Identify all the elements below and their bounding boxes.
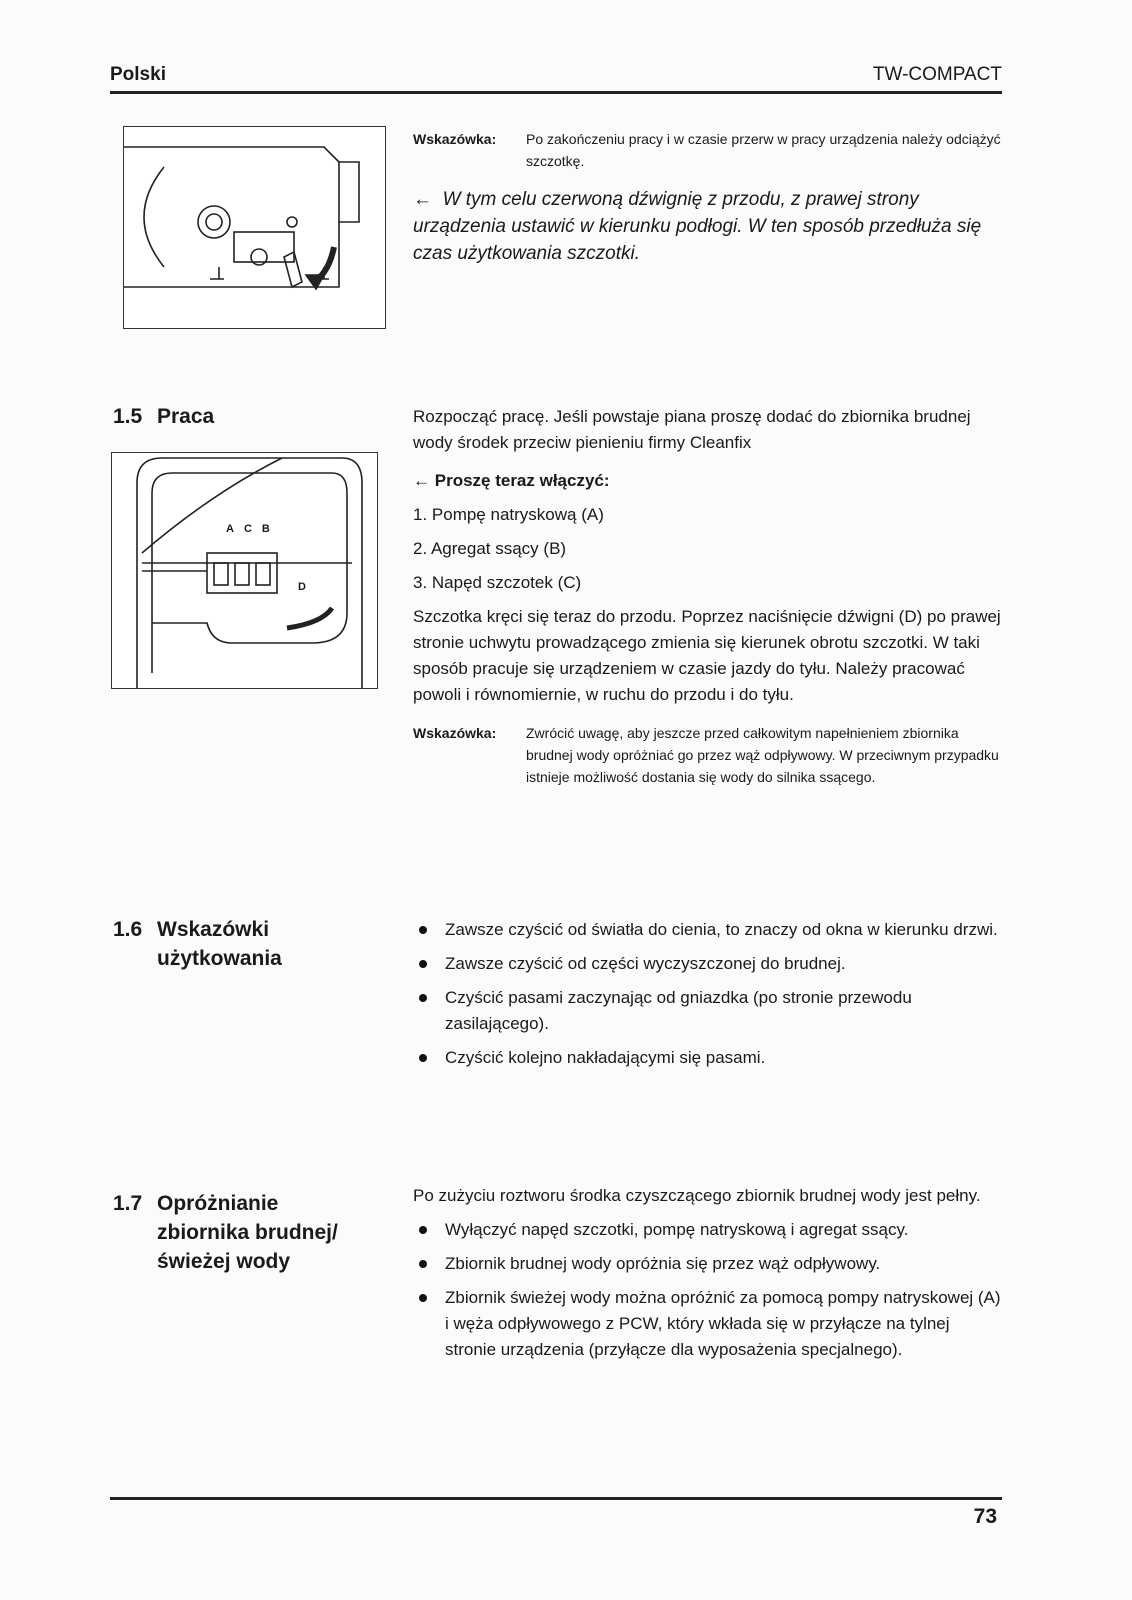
note-text: Zwrócić uwagę, aby jeszcze przed całkowitym napełnieniem zbiornika brudnej wody opróżniać go przez wąż odpływowy. W przeciwnym przypadku istnieje możliwość dostania się wody do silnika ssącego. [526, 725, 999, 785]
body-text: Szczotka kręci się teraz do przodu. Poprzez naciśnięcie dźwigni (D) po prawej stronie uchwytu prowadzącego zmienia się kierunek obrotu szczotki. W taki sposób pracuje się urządzeniem w czasie jazdy do tyłu. Należy pracować powoli i równomiernie, w ruchu do przodu i do tyłu. [413, 607, 1001, 704]
heading-1-5 [113, 402, 214, 431]
list-item: Wyłączyć napęd szczotki, pompę natryskową i agregat ssący. [413, 1217, 1001, 1243]
instruction [413, 186, 1001, 267]
heading-title-cont: świeżej wody [157, 1250, 291, 1273]
heading-num: 1.5 [113, 405, 143, 428]
arrow-left-icon: ← [413, 189, 432, 210]
note-label: Wskazówka: [413, 131, 497, 147]
switch-on [413, 468, 1001, 494]
note [413, 128, 1001, 172]
note-text: Po zakończeniu pracy i w czasie przerw w pracy urządzenia należy odciążyć szczotkę. [526, 131, 1001, 169]
page-number: 73 [973, 1505, 997, 1528]
section-brush-relief [413, 128, 1001, 267]
list-item: Czyścić kolejno nakładającymi się pasami. [413, 1045, 1001, 1071]
section-1-6-body [413, 917, 1001, 1079]
header-model: TW-COMPACT [872, 64, 1002, 85]
intro: Po zużyciu roztworu środka czyszczącego zbiornik brudnej wody jest pełny. [413, 1186, 981, 1205]
heading-title: Praca [157, 405, 215, 428]
section-1-5-body [413, 404, 1001, 788]
label-b: B [261, 523, 280, 535]
label-c: C [243, 523, 262, 535]
step: 2. Agregat ssący (B) [413, 539, 567, 558]
heading-num: 1.6 [113, 918, 143, 941]
heading-title-cont: zbiornika brudnej/ [157, 1221, 338, 1244]
brush-lever-illustration [123, 126, 386, 329]
step: 1. Pompę natryskową (A) [413, 505, 604, 524]
instruction-text: W tym celu czerwoną dźwignię z przodu, z prawej strony urządzenia ustawić w kierunku podłogi. W ten sposób przedłuża się czas użytkowania szczotki. [413, 189, 982, 264]
step: 3. Napęd szczotek (C) [413, 573, 582, 592]
heading-title-cont: użytkowania [157, 947, 282, 970]
label-d: D [298, 581, 306, 593]
note [413, 722, 1001, 788]
section-1-7-body [413, 1183, 1001, 1371]
footer-rule [110, 1497, 1002, 1500]
list-item: Zbiornik brudnej wody opróżnia się przez wąż odpływowy. [413, 1251, 1001, 1277]
switch-on-text: Proszę teraz włączyć: [434, 471, 610, 490]
heading-1-7 [113, 1189, 338, 1276]
intro: Rozpocząć pracę. Jeśli powstaje piana proszę dodać do zbiornika brudnej wody środek przeciw pienieniu firmy Cleanfix [413, 407, 971, 452]
heading-title: Opróżnianie [157, 1192, 279, 1215]
list-item: Zawsze czyścić od światła do cienia, to znaczy od okna w kierunku drzwi. [413, 917, 1001, 943]
header-language: Polski [110, 64, 166, 85]
heading-title: Wskazówki [157, 918, 270, 941]
figure-labels [226, 523, 280, 535]
header-rule [110, 91, 1002, 94]
heading-1-6 [113, 915, 282, 973]
control-panel-illustration [111, 452, 378, 689]
heading-num: 1.7 [113, 1192, 143, 1215]
note-label: Wskazówka: [413, 725, 497, 741]
arrow-left-icon: ← [413, 471, 430, 490]
list-item: Zawsze czyścić od części wyczyszczonej do brudnej. [413, 951, 1001, 977]
list-item: Zbiornik świeżej wody można opróżnić za pomocą pompy natryskowej (A) i węża odpływowego z PCW, który wkłada się w przyłącze na tylnej stronie urządzenia (przyłącze dla wyposażenia specjalnego). [413, 1285, 1001, 1363]
list-item: Czyścić pasami zaczynając od gniazdka (po stronie przewodu zasilającego). [413, 985, 1001, 1037]
label-a: A [226, 523, 244, 535]
